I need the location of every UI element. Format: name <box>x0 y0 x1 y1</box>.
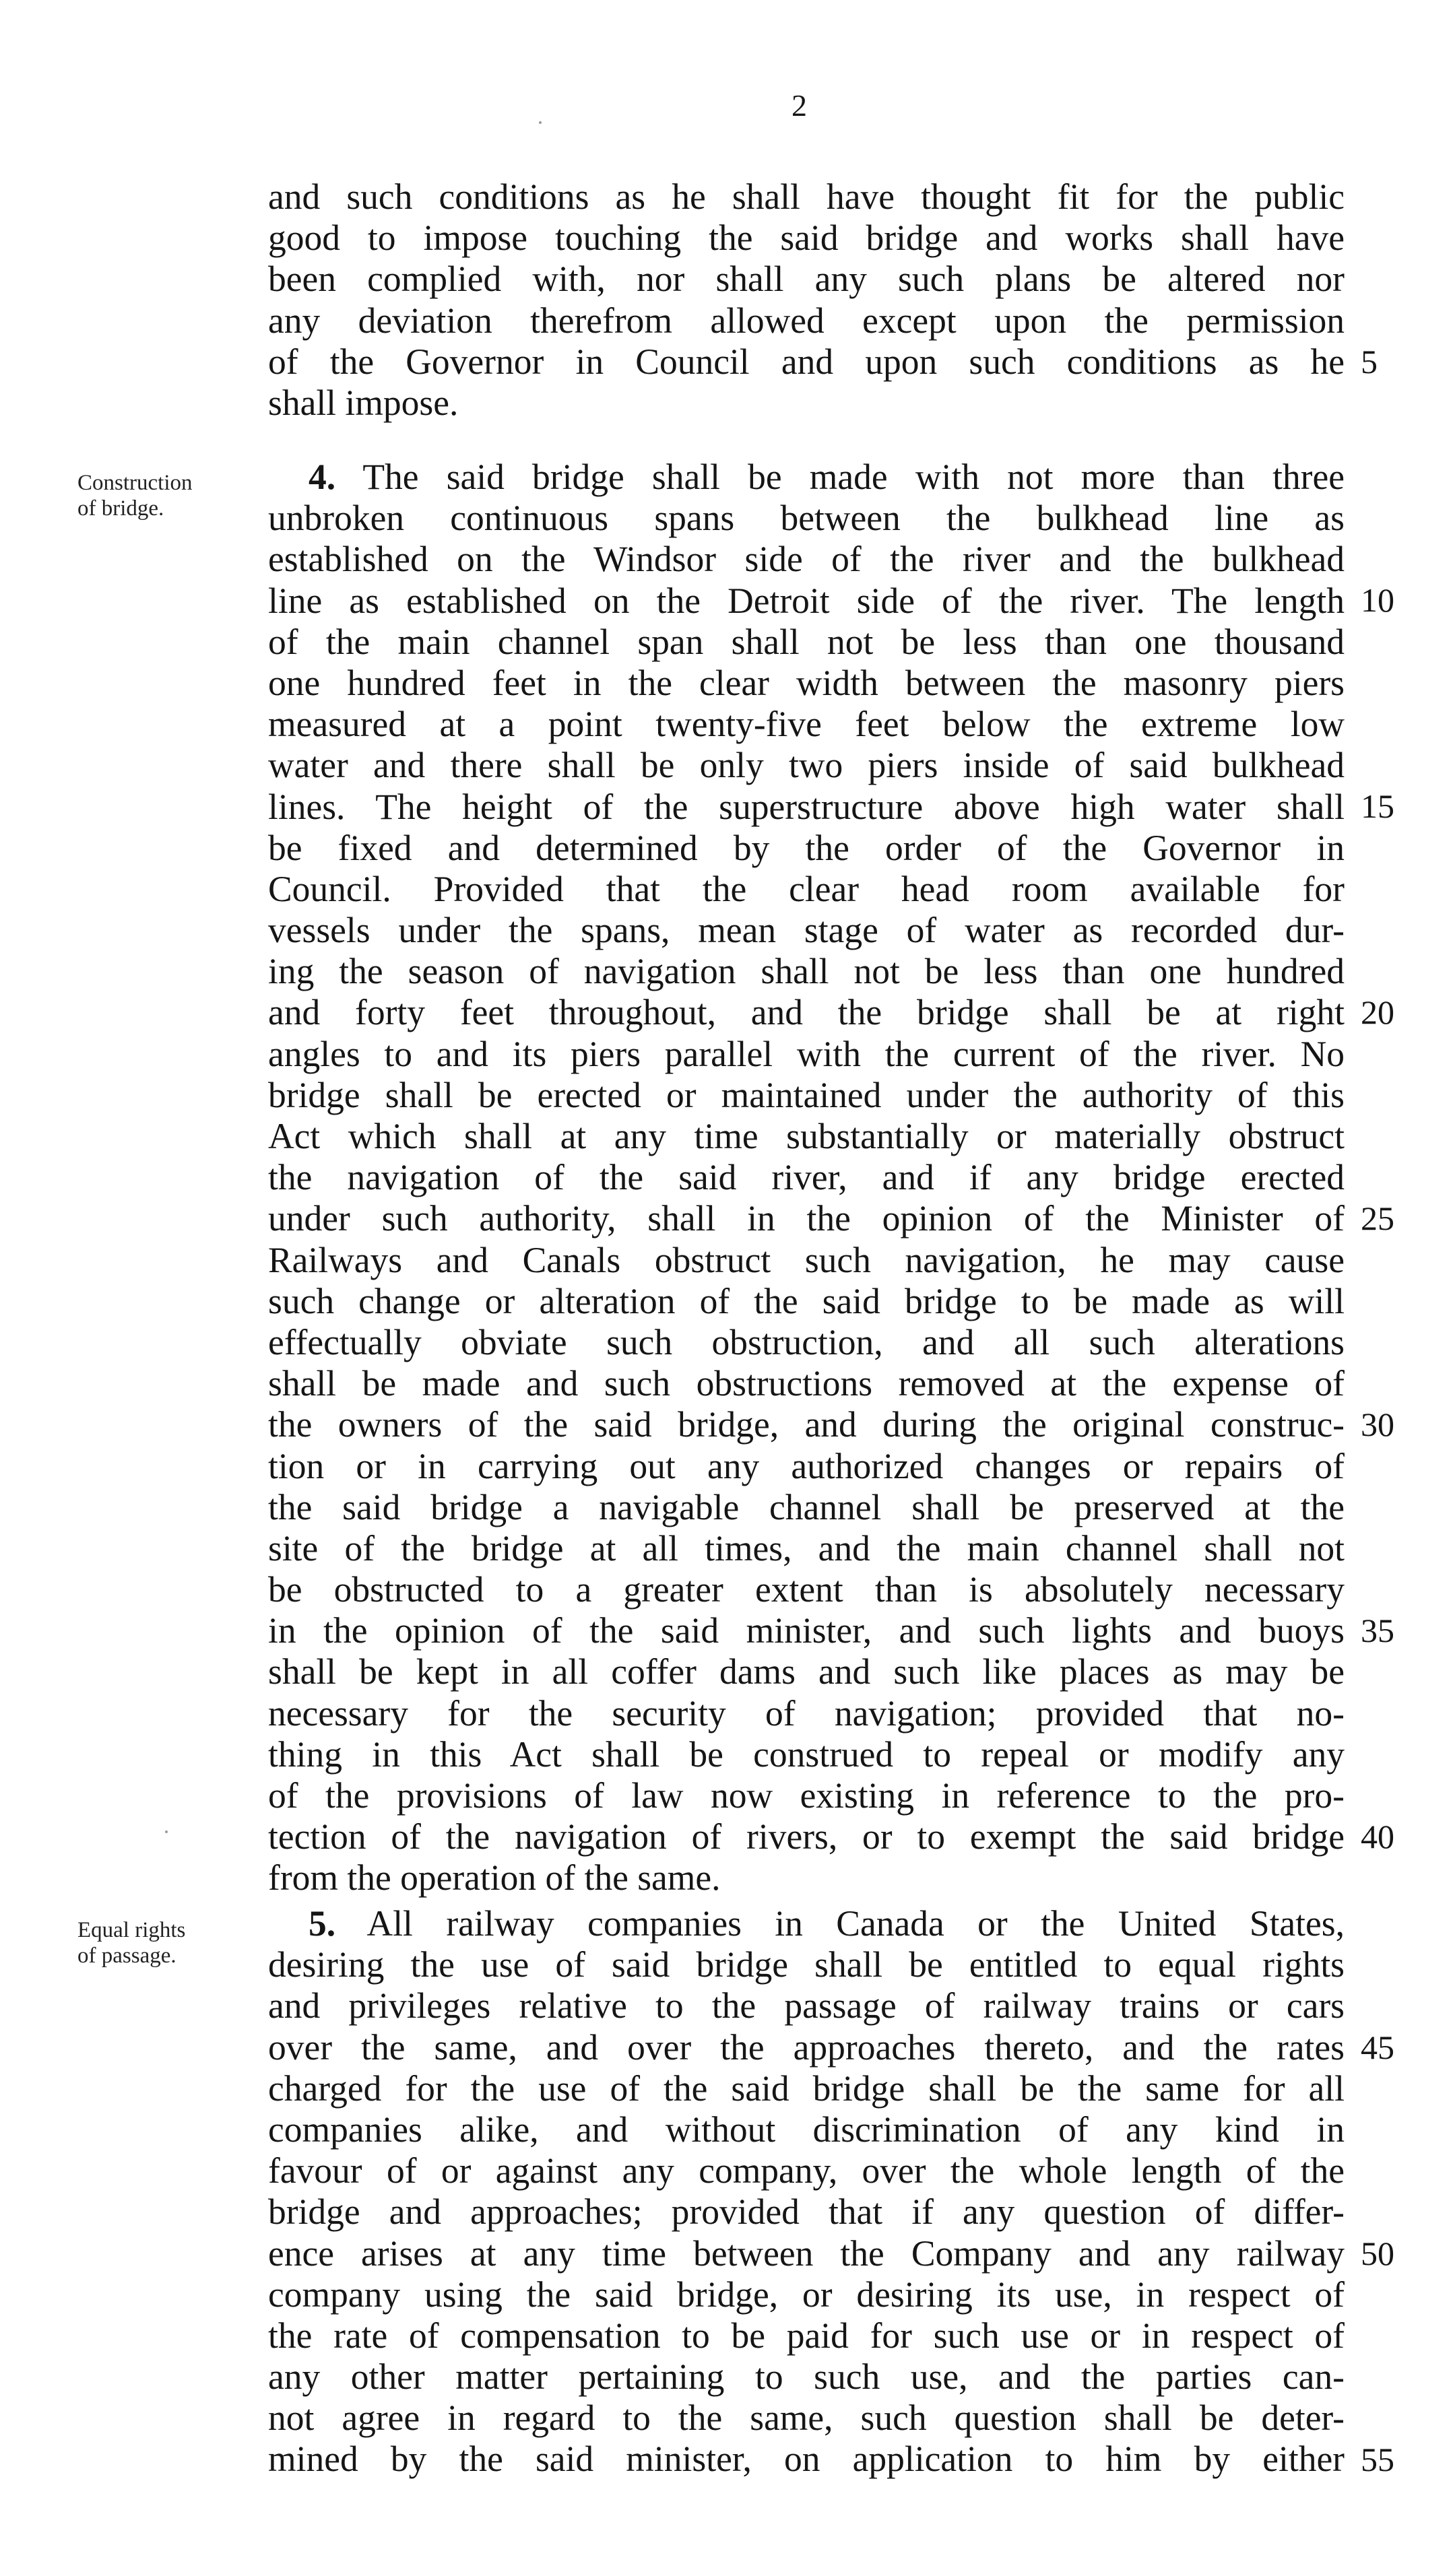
text-line: vessels under the spans, mean stage of water as recorded dur- <box>268 910 1345 951</box>
text-fragment: The said bridge shall be made with not more than three <box>335 457 1345 497</box>
text-line: Council. Provided that the clear head room available for <box>268 868 1345 909</box>
text-line: Railways and Canals obstruct such navigation, he may cause <box>268 1239 1345 1280</box>
text-line: the owners of the said bridge, and during the original construc- <box>268 1404 1345 1445</box>
text-line: under such authority, shall in the opinion of the Minister of <box>268 1198 1345 1239</box>
text-line: such change or alteration of the said bridge to be made as will <box>268 1280 1345 1321</box>
paragraph-continuation <box>268 176 1345 424</box>
text-line: charged for the use of the said bridge shall be the same for all <box>268 2068 1345 2109</box>
text-line: any deviation therefrom allowed except upon the permission <box>268 300 1345 341</box>
line-number: 40 <box>1361 1818 1394 1855</box>
section-5 <box>268 1903 1345 2480</box>
text-line: measured at a point twenty-five feet below the extreme low <box>268 704 1345 745</box>
text-line: site of the bridge at all times, and the main channel shall not <box>268 1527 1345 1568</box>
text-line: companies alike, and without discrimination of any kind in <box>268 2109 1345 2150</box>
text-line: lines. The height of the superstructure above high water shall <box>268 786 1345 827</box>
text-line: from the operation of the same. <box>268 1857 721 1898</box>
section-number: 5. <box>309 1903 336 1944</box>
text-line: not agree in regard to the same, such question shall be deter- <box>268 2398 1345 2439</box>
text-line: of the main channel span shall not be less than one thousand <box>268 621 1345 662</box>
text-line: and such conditions as he shall have thought fit for the public <box>268 176 1345 217</box>
side-note-line: of passage. <box>77 1944 176 1968</box>
text-line: established on the Windsor side of the river and the bulkhead <box>268 539 1345 580</box>
text-line: ing the season of navigation shall not be less than one hundred <box>268 951 1345 992</box>
line-number: 15 <box>1361 787 1394 825</box>
line-number: 25 <box>1361 1199 1394 1237</box>
text-line: effectually obviate such obstruction, and all such alterations <box>268 1321 1345 1362</box>
text-line: and privileges relative to the passage of railway trains or cars <box>268 1985 1345 2026</box>
line-number: 35 <box>1361 1612 1394 1649</box>
print-speck <box>539 121 542 124</box>
text-line: bridge shall be erected or maintained under the authority of this <box>268 1074 1345 1115</box>
text-line: of the Governor in Council and upon such conditions as he <box>268 341 1345 382</box>
text-line: tion or in carrying out any authorized changes or repairs of <box>268 1445 1345 1486</box>
text-line: thing in this Act shall be construed to repeal or modify any <box>268 1733 1345 1775</box>
text-line: the rate of compensation to be paid for such use or in respect of <box>268 2315 1345 2356</box>
text-line: be fixed and determined by the order of the Governor in <box>268 827 1345 868</box>
text-line <box>268 457 1345 498</box>
print-speck <box>165 1830 168 1833</box>
line-number: 20 <box>1361 993 1394 1031</box>
text-line: bridge and approaches; provided that if any question of differ- <box>268 2191 1345 2233</box>
text-line: shall be made and such obstructions removed at the expense of <box>268 1363 1345 1404</box>
side-note-construction <box>77 470 193 521</box>
side-note-equal-rights <box>77 1917 185 1969</box>
line-number: 10 <box>1361 581 1394 619</box>
text-line: one hundred feet in the clear width between the masonry piers <box>268 662 1345 703</box>
line-number: 50 <box>1361 2235 1394 2272</box>
text-fragment: All railway companies in Canada or the United States, <box>335 1903 1345 1944</box>
line-number: 30 <box>1361 1406 1394 1443</box>
text-line: angles to and its piers parallel with the current of the river. No <box>268 1033 1345 1074</box>
section-4 <box>268 457 1345 1899</box>
text-line: of the provisions of law now existing in reference to the pro- <box>268 1775 1345 1816</box>
text-line: and forty feet throughout, and the bridge shall be at right <box>268 992 1345 1033</box>
text-line: company using the said bridge, or desiring its use, in respect of <box>268 2274 1345 2315</box>
text-line: the said bridge a navigable channel shall be preserved at the <box>268 1486 1345 1527</box>
text-line <box>268 1903 1345 1944</box>
text-line: good to impose touching the said bridge and works shall have <box>268 218 1345 259</box>
page-number: 2 <box>792 88 807 123</box>
text-line: desiring the use of said bridge shall be entitled to equal rights <box>268 1944 1345 1985</box>
text-line: water and there shall be only two piers inside of said bulkhead <box>268 745 1345 786</box>
text-line: tection of the navigation of rivers, or to exempt the said bridge <box>268 1816 1345 1857</box>
text-line: been complied with, nor shall any such plans be altered nor <box>268 259 1345 300</box>
text-line: ence arises at any time between the Company and any railway <box>268 2233 1345 2274</box>
text-line: over the same, and over the approaches thereto, and the rates <box>268 2026 1345 2068</box>
text-line: the navigation of the said river, and if any bridge erected <box>268 1157 1345 1198</box>
text-line: favour of or against any company, over the whole length of the <box>268 2150 1345 2191</box>
line-number: 55 <box>1361 2441 1394 2478</box>
line-number: 5 <box>1361 343 1378 381</box>
text-line: be obstructed to a greater extent than is absolutely necessary <box>268 1569 1345 1610</box>
side-note-line: Equal rights <box>77 1918 186 1942</box>
text-line: necessary for the security of navigation; provided that no- <box>268 1692 1345 1733</box>
text-line: any other matter pertaining to such use, and the parties can- <box>268 2356 1345 2398</box>
text-line: in the opinion of the said minister, and such lights and buoys <box>268 1610 1345 1651</box>
section-number: 4. <box>309 457 336 497</box>
line-number: 45 <box>1361 2028 1394 2066</box>
text-line: unbroken continuous spans between the bulkhead line as <box>268 498 1345 539</box>
side-note-line: Construction <box>77 471 193 495</box>
text-line: shall be kept in all coffer dams and such like places as may be <box>268 1651 1345 1692</box>
text-line: shall impose. <box>268 382 459 423</box>
side-note-line: of bridge. <box>77 496 164 521</box>
text-line: Act which shall at any time substantially or materially obstruct <box>268 1116 1345 1156</box>
text-line: line as established on the Detroit side of the river. The length <box>268 580 1345 621</box>
text-line: mined by the said minister, on application to him by either <box>268 2439 1345 2480</box>
